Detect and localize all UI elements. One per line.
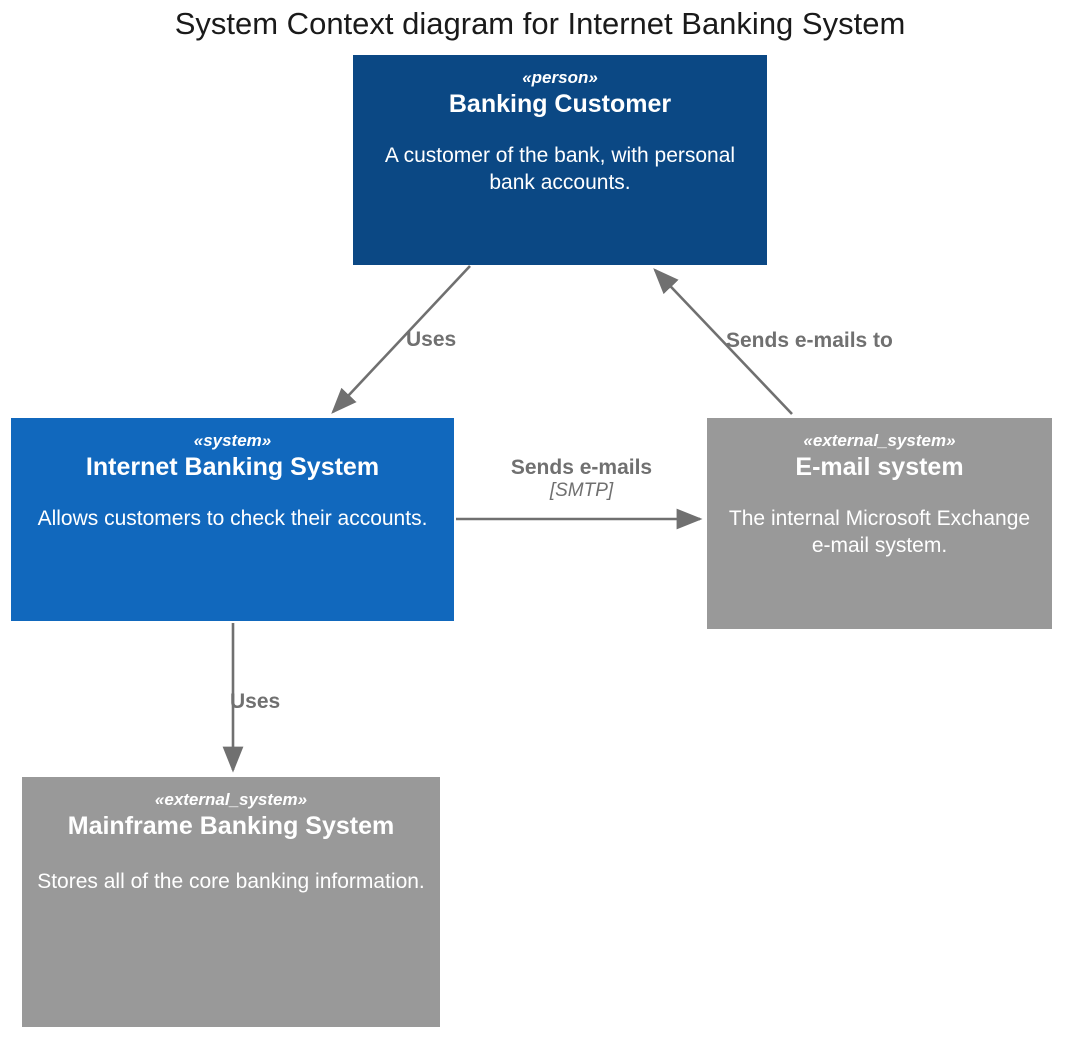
node-name: Internet Banking System	[85, 453, 380, 482]
node-stereotype: «system»	[193, 431, 272, 450]
node-description: The internal Microsoft Exchange e-mail system.	[728, 506, 1031, 558]
edge-label-technology: [SMTP]	[549, 480, 614, 502]
node-stereotype: «external_system»	[803, 431, 956, 450]
edge-label-sends-emails	[489, 456, 674, 502]
edge-label-uses-1: Uses	[406, 328, 457, 351]
node-description: Allows customers to check their accounts.	[37, 506, 428, 530]
node-email-system[interactable]	[707, 418, 1052, 629]
node-description: A customer of the bank, with personal bank accounts.	[384, 143, 736, 195]
node-name: Banking Customer	[448, 90, 672, 119]
node-name: Mainframe Banking System	[67, 812, 395, 841]
diagram-title: System Context diagram for Internet Banking System	[174, 6, 906, 41]
edge-label-sends-emails-to: Sends e-mails to	[726, 329, 893, 352]
node-stereotype: «external_system»	[154, 790, 308, 809]
node-stereotype: «person»	[522, 68, 598, 87]
node-description: Stores all of the core banking information.	[37, 869, 425, 893]
edge-label-uses-2: Uses	[230, 690, 281, 713]
node-mainframe-banking-system[interactable]	[22, 777, 440, 1027]
node-name: E-mail system	[795, 453, 964, 482]
edge-label-text: Sends e-mails	[510, 456, 653, 479]
node-internet-banking-system[interactable]	[11, 418, 454, 621]
node-banking-customer[interactable]	[353, 55, 767, 265]
